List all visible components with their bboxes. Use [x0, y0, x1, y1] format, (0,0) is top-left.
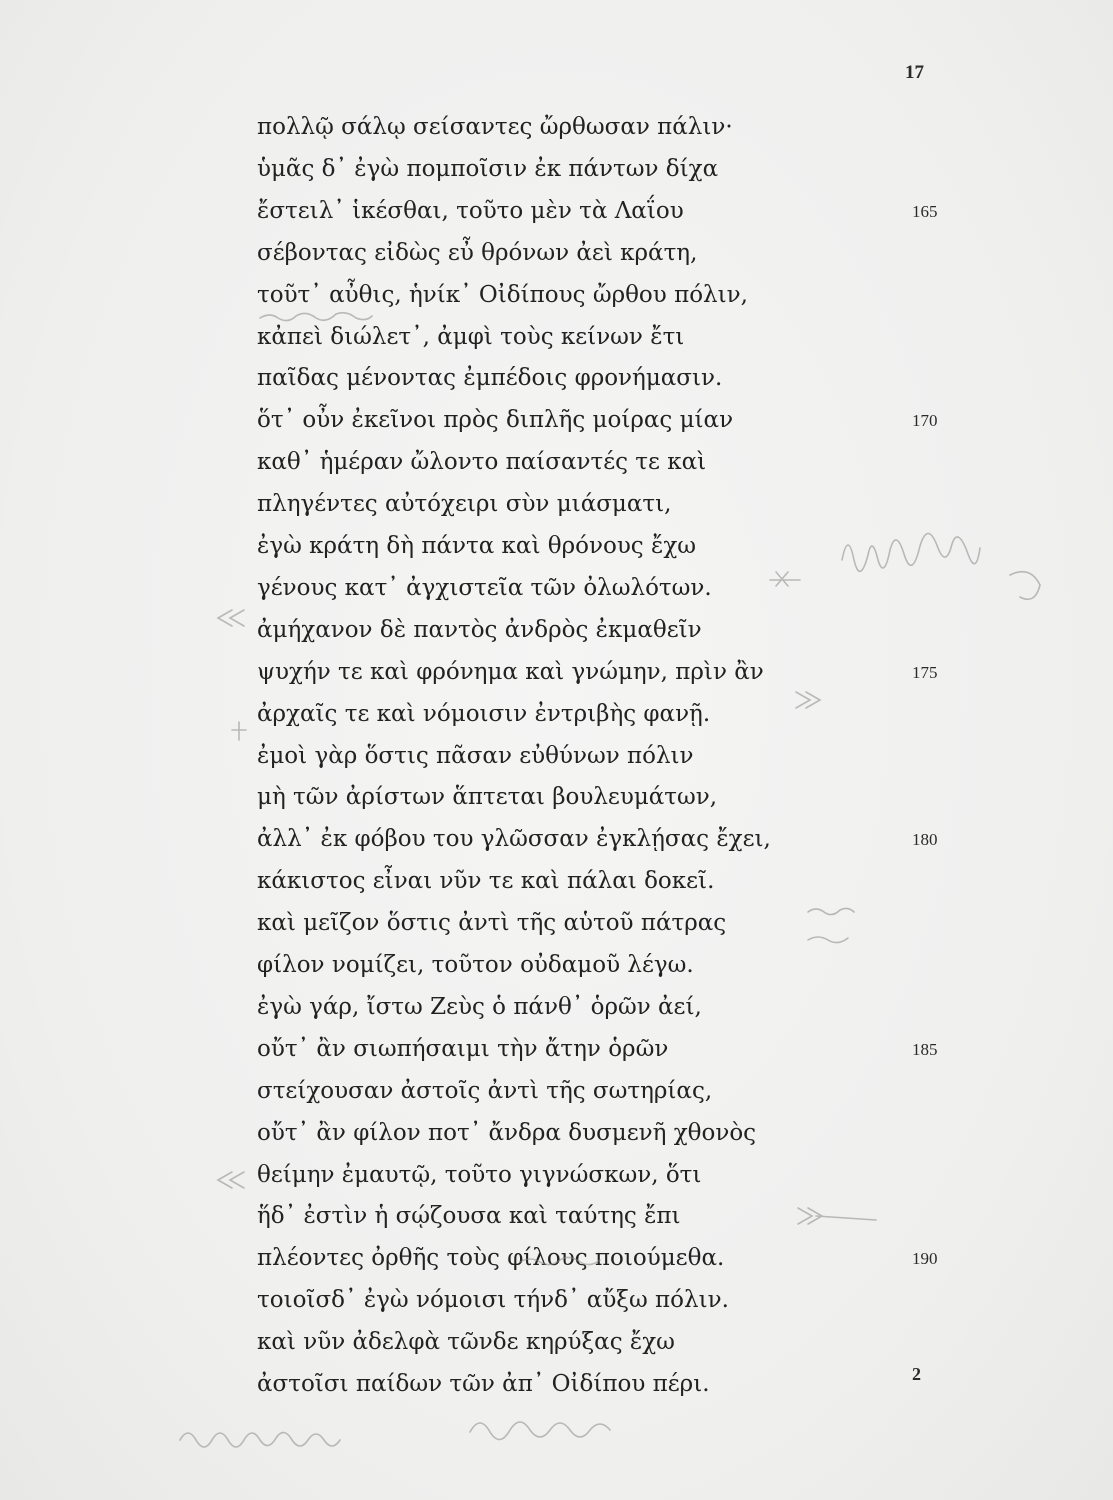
verse-line: πλέοντες ὀρθῆς τοὺς φίλους ποιούμεθα. [257, 1245, 725, 1271]
verse-line: καθ᾽ ἡμέραν ὤλοντο παίσαντές τε καὶ [257, 449, 707, 475]
verse-line: πληγέντες αὐτόχειρι σὺν μιάσματι, [257, 491, 672, 517]
verse-line: ὅτ᾽ οὖν ἐκεῖνοι πρὸς διπλῆς μοίρας μίαν [257, 407, 734, 433]
verse-line: φίλον νομίζει, τοῦτον οὐδαμοῦ λέγω. [257, 952, 694, 978]
line-number: 185 [912, 1040, 938, 1059]
margin-scribble-right [842, 533, 980, 571]
verse-line: ἀμήχανον δὲ παντὸς ἀνδρὸς ἐκμαθεῖν [257, 617, 702, 643]
verse-line: ἀρχαῖς τε καὶ νόμοισιν ἐντριβὴς φανῇ. [257, 701, 711, 727]
verse-line: κἀπεὶ διώλετ᾽, ἀμφὶ τοὺς κείνων ἔτι [257, 324, 685, 350]
line-number: 180 [912, 830, 938, 849]
verse-line: κάκιστος εἶναι νῦν τε καὶ πάλαι δοκεῖ. [257, 868, 715, 894]
margin-cross-left [232, 722, 246, 740]
verse-line: οὔτ᾽ ἂν φίλον ποτ᾽ ἄνδρα δυσμενῆ χθονὸς [257, 1120, 757, 1146]
verse-line: ἐμοὶ γὰρ ὅστις πᾶσαν εὐθύνων πόλιν [257, 743, 694, 769]
verse-line: ἀλλ᾽ ἐκ φόβου του γλῶσσαν ἐγκλῄσας ἔχει, [257, 826, 771, 852]
verse-line: στείχουσαν ἀστοῖς ἀντὶ τῆς σωτηρίας, [257, 1078, 713, 1104]
page-number: 17 [905, 62, 924, 83]
bottom-margin-scribble [180, 1422, 610, 1447]
verse-line: θείμην ἐμαυτῷ, τοῦτο γιγνώσκων, ὅτι [257, 1162, 702, 1188]
verse-line: ἐγὼ γάρ, ἴστω Ζεὺς ὁ πάνθ᾽ ὁρῶν ἀεί, [257, 994, 702, 1020]
verse-line: σέβοντας εἰδὼς εὖ θρόνων ἀεὶ κράτη, [257, 240, 698, 266]
margin-arrow-left-2 [218, 1172, 244, 1188]
verse-line: ἐγὼ κράτη δὴ πάντα καὶ θρόνους ἔχω [257, 533, 697, 559]
verse-line: μὴ τῶν ἀρίστων ἅπτεται βουλευμάτων, [257, 784, 718, 810]
verse-line: πολλῷ σάλῳ σείσαντες ὤρθωσαν πάλιν· [257, 114, 733, 140]
verse-line: ἔστειλ᾽ ἱκέσθαι, τοῦτο μὲν τὰ Λαΐου [257, 198, 684, 224]
verse-line: ἀστοῖσι παίδων τῶν ἀπ᾽ Οἰδίπου πέρι. [257, 1371, 710, 1397]
margin-x-mark [770, 572, 800, 586]
line-number: 165 [912, 202, 938, 221]
verse-line: γένους κατ᾽ ἀγχιστεῖα τῶν ὀλωλότων. [257, 575, 712, 601]
verse-line: καὶ νῦν ἀδελφὰ τῶνδε κηρύξας ἔχω [257, 1329, 675, 1355]
verse-line: καὶ μεῖζον ὅστις ἀντὶ τῆς αὑτοῦ πάτρας [257, 910, 727, 936]
line-number: 170 [912, 411, 938, 430]
verse-line: τοιοῖσδ᾽ ἐγὼ νόμοισι τήνδ᾽ αὔξω πόλιν. [257, 1287, 729, 1313]
verse-line: ἥδ᾽ ἐστὶν ἡ σῴζουσα καὶ ταύτης ἔπι [257, 1203, 681, 1229]
verse-line: οὔτ᾽ ἂν σιωπήσαιμι τὴν ἄτην ὁρῶν [257, 1036, 669, 1062]
margin-arrow-right-1 [796, 692, 820, 708]
margin-arrow-right-2 [798, 1208, 876, 1224]
margin-arrow-left-1 [218, 610, 244, 626]
verse-line: ὑμᾶς δ᾽ ἐγὼ πομποῖσιν ἐκ πάντων δίχα [257, 156, 719, 182]
line-number: 175 [912, 663, 938, 682]
line-number: 190 [912, 1249, 938, 1268]
verse-line: παῖδας μένοντας ἐμπέδοις φρονήμασιν. [257, 365, 723, 391]
verse-line: τοῦτ᾽ αὖθις, ἡνίκ᾽ Οἰδίπους ὤρθου πόλιν, [257, 282, 748, 308]
verse-line: ψυχήν τε καὶ φρόνημα καὶ γνώμην, πρὶν ἂν [257, 659, 764, 685]
signature-mark: 2 [912, 1364, 921, 1384]
